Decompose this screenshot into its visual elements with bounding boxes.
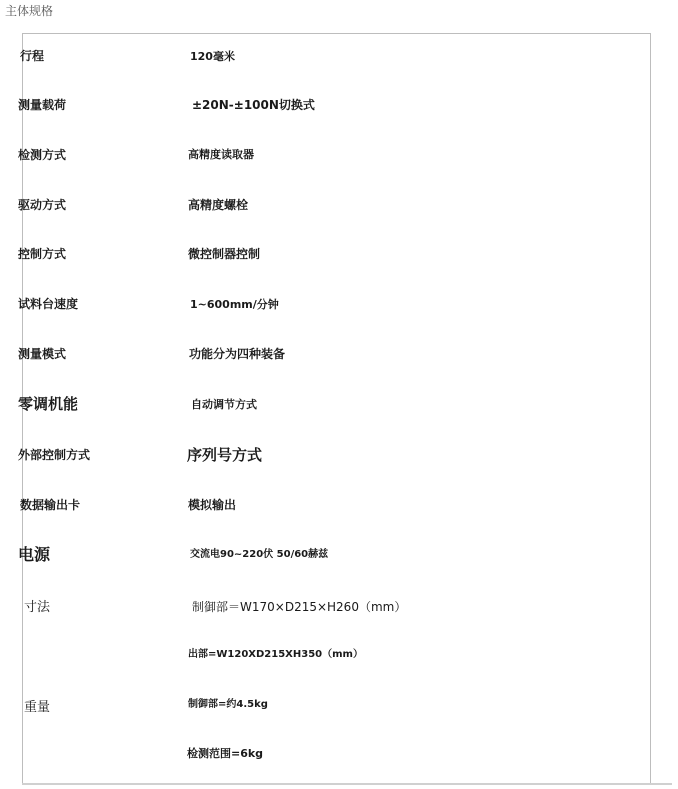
spec-value-control: 微控制器控制 xyxy=(188,247,261,261)
spec-table xyxy=(22,33,651,783)
spec-value-dimensions-controller: 制御部＝W170×D215×H260（mm） xyxy=(192,600,407,614)
spec-label-drive: 驱动方式 xyxy=(18,198,67,212)
spec-label-weight: 重量 xyxy=(24,700,51,715)
spec-label-control: 控制方式 xyxy=(18,247,67,261)
spec-label-power: 电源 xyxy=(18,545,51,564)
spec-label-external: 外部控制方式 xyxy=(18,448,91,462)
spec-value-stroke: 120毫米 xyxy=(190,50,235,63)
spec-value-zero: 自动调节方式 xyxy=(191,398,257,411)
spec-value-output: 模拟输出 xyxy=(188,498,237,512)
spec-value-external: 序列号方式 xyxy=(187,446,263,464)
spec-label-stroke: 行程 xyxy=(20,49,45,63)
spec-value-dimensions-unit: 出部=W120XD215XH350（mm） xyxy=(188,649,363,660)
section-title: 主体规格 xyxy=(5,4,54,18)
spec-value-load: ±20N-±100N切换式 xyxy=(192,98,315,112)
spec-label-output: 数据输出卡 xyxy=(20,498,81,512)
spec-value-detection: 高精度读取器 xyxy=(188,148,254,161)
spec-label-stage-speed: 试料台速度 xyxy=(18,297,79,311)
spec-value-mode: 功能分为四种装备 xyxy=(189,347,286,361)
spec-label-detection: 检测方式 xyxy=(18,148,67,162)
spec-value-power: 交流电90~220伏 50/60赫兹 xyxy=(190,549,329,560)
bottom-divider xyxy=(22,783,672,785)
spec-value-weight-detection: 检测范围=6kg xyxy=(187,747,264,760)
spec-label-dimensions: 寸法 xyxy=(24,600,51,615)
spec-label-zero: 零调机能 xyxy=(18,395,79,413)
spec-value-drive: 高精度螺栓 xyxy=(188,198,249,212)
spec-value-stage-speed: 1~600mm/分钟 xyxy=(190,298,279,311)
spec-value-weight-controller: 制御部=约4.5kg xyxy=(188,699,268,710)
spec-label-load: 测量载荷 xyxy=(18,98,67,112)
spec-label-mode: 测量模式 xyxy=(18,347,67,361)
